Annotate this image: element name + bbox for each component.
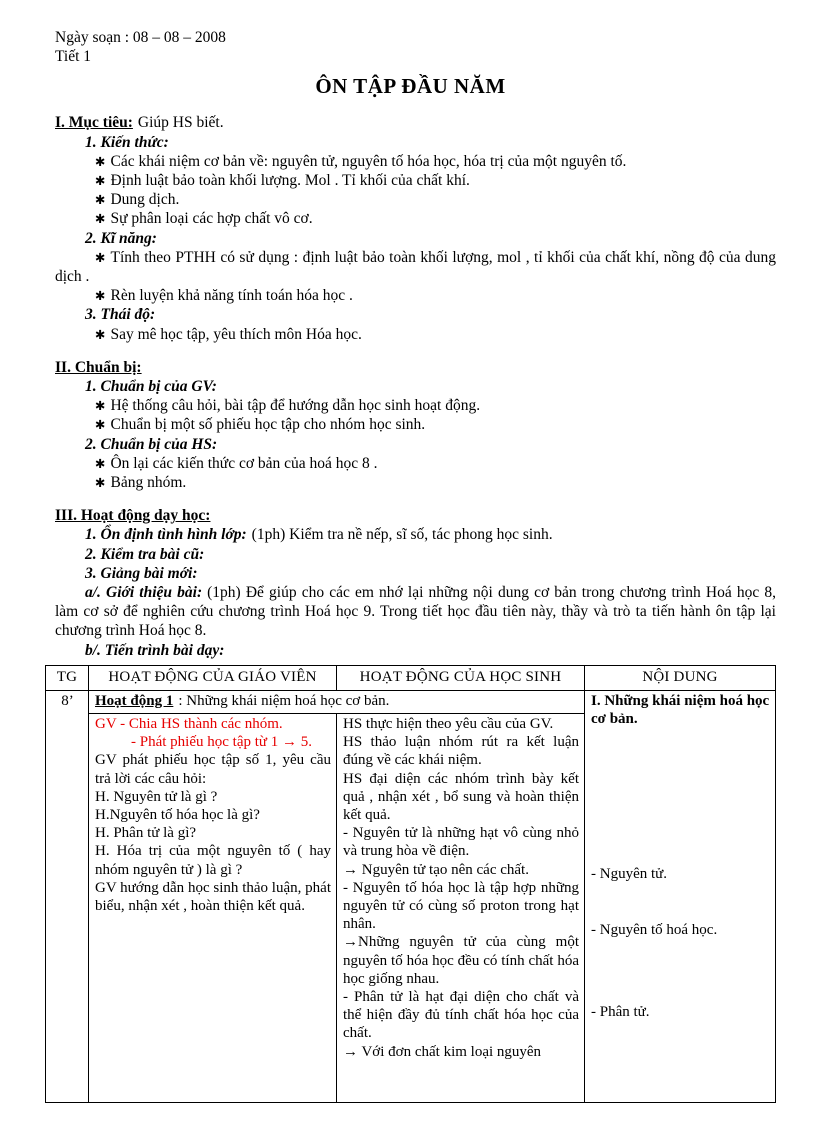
list-item	[55, 286, 776, 305]
student-prep-label: 2. Chuẩn bị của HS:	[85, 435, 218, 453]
step-1-label: 1. Ổn định tình hình lớp:	[85, 526, 247, 544]
time-cell: 8’	[46, 690, 89, 1102]
asterisk-bullet-icon: ✱	[95, 326, 106, 342]
knowledge-subheading	[85, 133, 776, 152]
attitude-subheading	[85, 305, 776, 324]
list-item	[55, 209, 776, 228]
list-item	[55, 171, 776, 190]
list-item-text: Chuẩn bị một số phiếu học tập cho nhóm học sinh.	[110, 416, 426, 434]
section-preparation-heading	[55, 358, 776, 377]
asterisk-bullet-icon: ✱	[95, 211, 106, 227]
skills-subheading	[85, 229, 776, 248]
content-heading: I. Những khái niệm hoá học cơ bản.	[591, 692, 770, 728]
attitude-label: 3. Thái độ:	[85, 306, 156, 324]
teacher-red-note: - Phát phiếu học tập từ 1 → 5.	[131, 734, 313, 751]
process-label: b/. Tiến trình bài dạy:	[85, 641, 225, 659]
list-item-text: Dung dịch.	[110, 191, 180, 209]
list-item-text: Định luật bảo toàn khối lượng. Mol . Tỉ khối của chất khí.	[110, 172, 470, 190]
step-2-line	[85, 545, 776, 564]
skills-label: 2. Kĩ năng:	[85, 229, 157, 247]
lesson-intro-text: (1ph) Để giúp cho các em nhớ lại những nội dung cơ bản trong chương trình Hoá học 8, làm cơ sở để nghiên cứu chương trình Hoá học 9. Trong tiết học đầu tiên này, thầy và trò ta tiến hành ôn tập lại chương trình Hoá học 8.	[55, 584, 776, 640]
content-item: - Nguyên tử.	[591, 865, 668, 882]
list-item-text: Ôn lại các kiến thức cơ bản của hoá học 8 .	[110, 454, 378, 472]
col-header-teacher: HOẠT ĐỘNG CỦA GIÁO VIÊN	[89, 665, 337, 690]
list-item-text: Say mê học tập, yêu thích môn Hóa học.	[110, 325, 362, 343]
asterisk-bullet-icon: ✱	[95, 249, 106, 265]
teacher-prep-label: 1. Chuẩn bị của GV:	[85, 378, 217, 396]
teacher-paragraph: H.Nguyên tố hóa học là gì?	[95, 806, 260, 823]
asterisk-bullet-icon: ✱	[95, 192, 106, 208]
lesson-intro-paragraph	[55, 583, 776, 641]
content-item: - Phân tử.	[591, 1003, 650, 1020]
step-2-label: 2. Kiểm tra bài cũ:	[85, 545, 205, 563]
teacher-red-note: GV - Chia HS thành các nhóm.	[95, 715, 283, 732]
content-item: - Nguyên tố hoá học.	[591, 921, 718, 938]
teacher-activity-cell	[89, 713, 337, 1102]
section-activities-label: III. Hoạt động dạy học:	[55, 507, 211, 525]
list-item-text: Sự phân loại các hợp chất vô cơ.	[110, 210, 313, 228]
activity-title-cell	[89, 690, 585, 713]
content-column-cell	[585, 690, 776, 1102]
asterisk-bullet-icon: ✱	[95, 173, 106, 189]
student-paragraph: → Với đơn chất kim loại nguyên	[343, 1043, 542, 1060]
step-1-text: (1ph) Kiểm tra nề nếp, sĩ số, tác phong học sinh.	[251, 526, 553, 544]
student-paragraph: - Nguyên tố hóa học là tập hợp những nguyên tử có cùng số proton trong hạt nhân.	[343, 879, 579, 933]
section-objectives-heading	[55, 113, 776, 132]
list-item	[55, 415, 776, 434]
activity-title-row	[46, 690, 776, 713]
asterisk-bullet-icon: ✱	[95, 455, 106, 471]
list-item-text: Bảng nhóm.	[110, 474, 187, 492]
col-header-student: HOẠT ĐỘNG CỦA HỌC SINH	[337, 665, 585, 690]
student-paragraph: →Những nguyên tử của cùng một nguyên tố hóa học đều có tính chất hóa học giống nhau.	[343, 934, 579, 987]
teacher-paragraph: H. Hóa trị của một nguyên tố ( hay nhóm nguyên tử ) là gì ?	[95, 843, 331, 878]
list-item-text: Hệ thống câu hỏi, bài tập để hướng dẫn học sinh hoạt động.	[110, 397, 481, 415]
student-paragraph: HS thực hiện theo yêu cầu của GV.	[343, 715, 554, 732]
table-header-row	[46, 665, 776, 690]
list-item	[55, 248, 776, 286]
section-objectives-label: I. Mục tiêu:	[55, 114, 133, 132]
lesson-intro-label: a/. Giới thiệu bài:	[85, 584, 203, 602]
asterisk-bullet-icon: ✱	[95, 417, 106, 433]
step-1-line	[85, 525, 776, 544]
list-item	[55, 190, 776, 209]
student-paragraph: - Phân tử là hạt đại diện cho chất và thể hiện đầy đủ tính chất hóa học của chất.	[343, 988, 579, 1042]
student-paragraph: HS đại diện các nhóm trình bày kết quả , nhận xét , bổ sung và hoàn thiện kết quả.	[343, 770, 579, 823]
list-item-text: Rèn luyện khả năng tính toán hóa học .	[110, 287, 353, 305]
list-item-text: Các khái niệm cơ bản về: nguyên tử, nguyên tố hóa học, hóa trị của một nguyên tố.	[110, 152, 627, 170]
period-line: Tiết 1	[55, 48, 92, 66]
student-paragraph: → Nguyên tử tạo nên các chất.	[343, 861, 529, 878]
list-item	[55, 152, 776, 171]
activity-title-text: : Những khái niệm hoá học cơ bản.	[178, 692, 390, 709]
asterisk-bullet-icon: ✱	[95, 475, 106, 491]
student-paragraph: - Nguyên tử là những hạt vô cùng nhỏ và trung hòa về điện.	[343, 825, 579, 860]
list-item-text: Tính theo PTHH có sử dụng : định luật bảo toàn khối lượng, mol , tỉ khối của chất khí, nồng độ của dung dịch .	[55, 248, 776, 286]
list-item	[55, 454, 776, 473]
process-line	[85, 641, 776, 660]
col-header-content: NỘI DUNG	[585, 665, 776, 690]
step-3-line	[85, 564, 776, 583]
list-item	[55, 473, 776, 492]
teacher-prep-subheading	[85, 377, 776, 396]
activity-label: Hoạt động 1	[95, 692, 174, 709]
asterisk-bullet-icon: ✱	[95, 288, 106, 304]
teacher-paragraph: GV hướng dẫn học sinh thảo luận, phát biểu, nhận xét , hoàn thiện kết quả.	[95, 879, 331, 914]
lesson-plan-table	[45, 665, 776, 1103]
list-item	[55, 396, 776, 415]
date-line: Ngày soạn : 08 – 08 – 2008	[55, 29, 226, 46]
section-objectives-intro: Giúp HS biết.	[137, 114, 224, 132]
student-prep-subheading	[85, 435, 776, 454]
teacher-paragraph: H. Nguyên tử là gì ?	[95, 788, 218, 805]
student-paragraph: HS thảo luận nhóm rút ra kết luận đúng về các khái niệm.	[343, 734, 579, 769]
asterisk-bullet-icon: ✱	[95, 153, 106, 169]
list-item	[55, 325, 776, 344]
asterisk-bullet-icon: ✱	[95, 398, 106, 414]
teacher-paragraph: H. Phân tử là gì?	[95, 825, 197, 842]
teacher-paragraph: GV phát phiếu học tập số 1, yêu cầu trả lời các câu hỏi:	[95, 752, 331, 787]
knowledge-label: 1. Kiến thức:	[85, 133, 169, 151]
section-preparation-label: II. Chuẩn bị:	[55, 358, 142, 376]
section-activities-heading	[55, 506, 776, 525]
page-title: ÔN TẬP ĐẦU NĂM	[315, 74, 506, 99]
student-activity-cell	[337, 713, 585, 1102]
col-header-tg: TG	[46, 665, 89, 690]
step-3-label: 3. Giảng bài mới:	[85, 564, 198, 582]
